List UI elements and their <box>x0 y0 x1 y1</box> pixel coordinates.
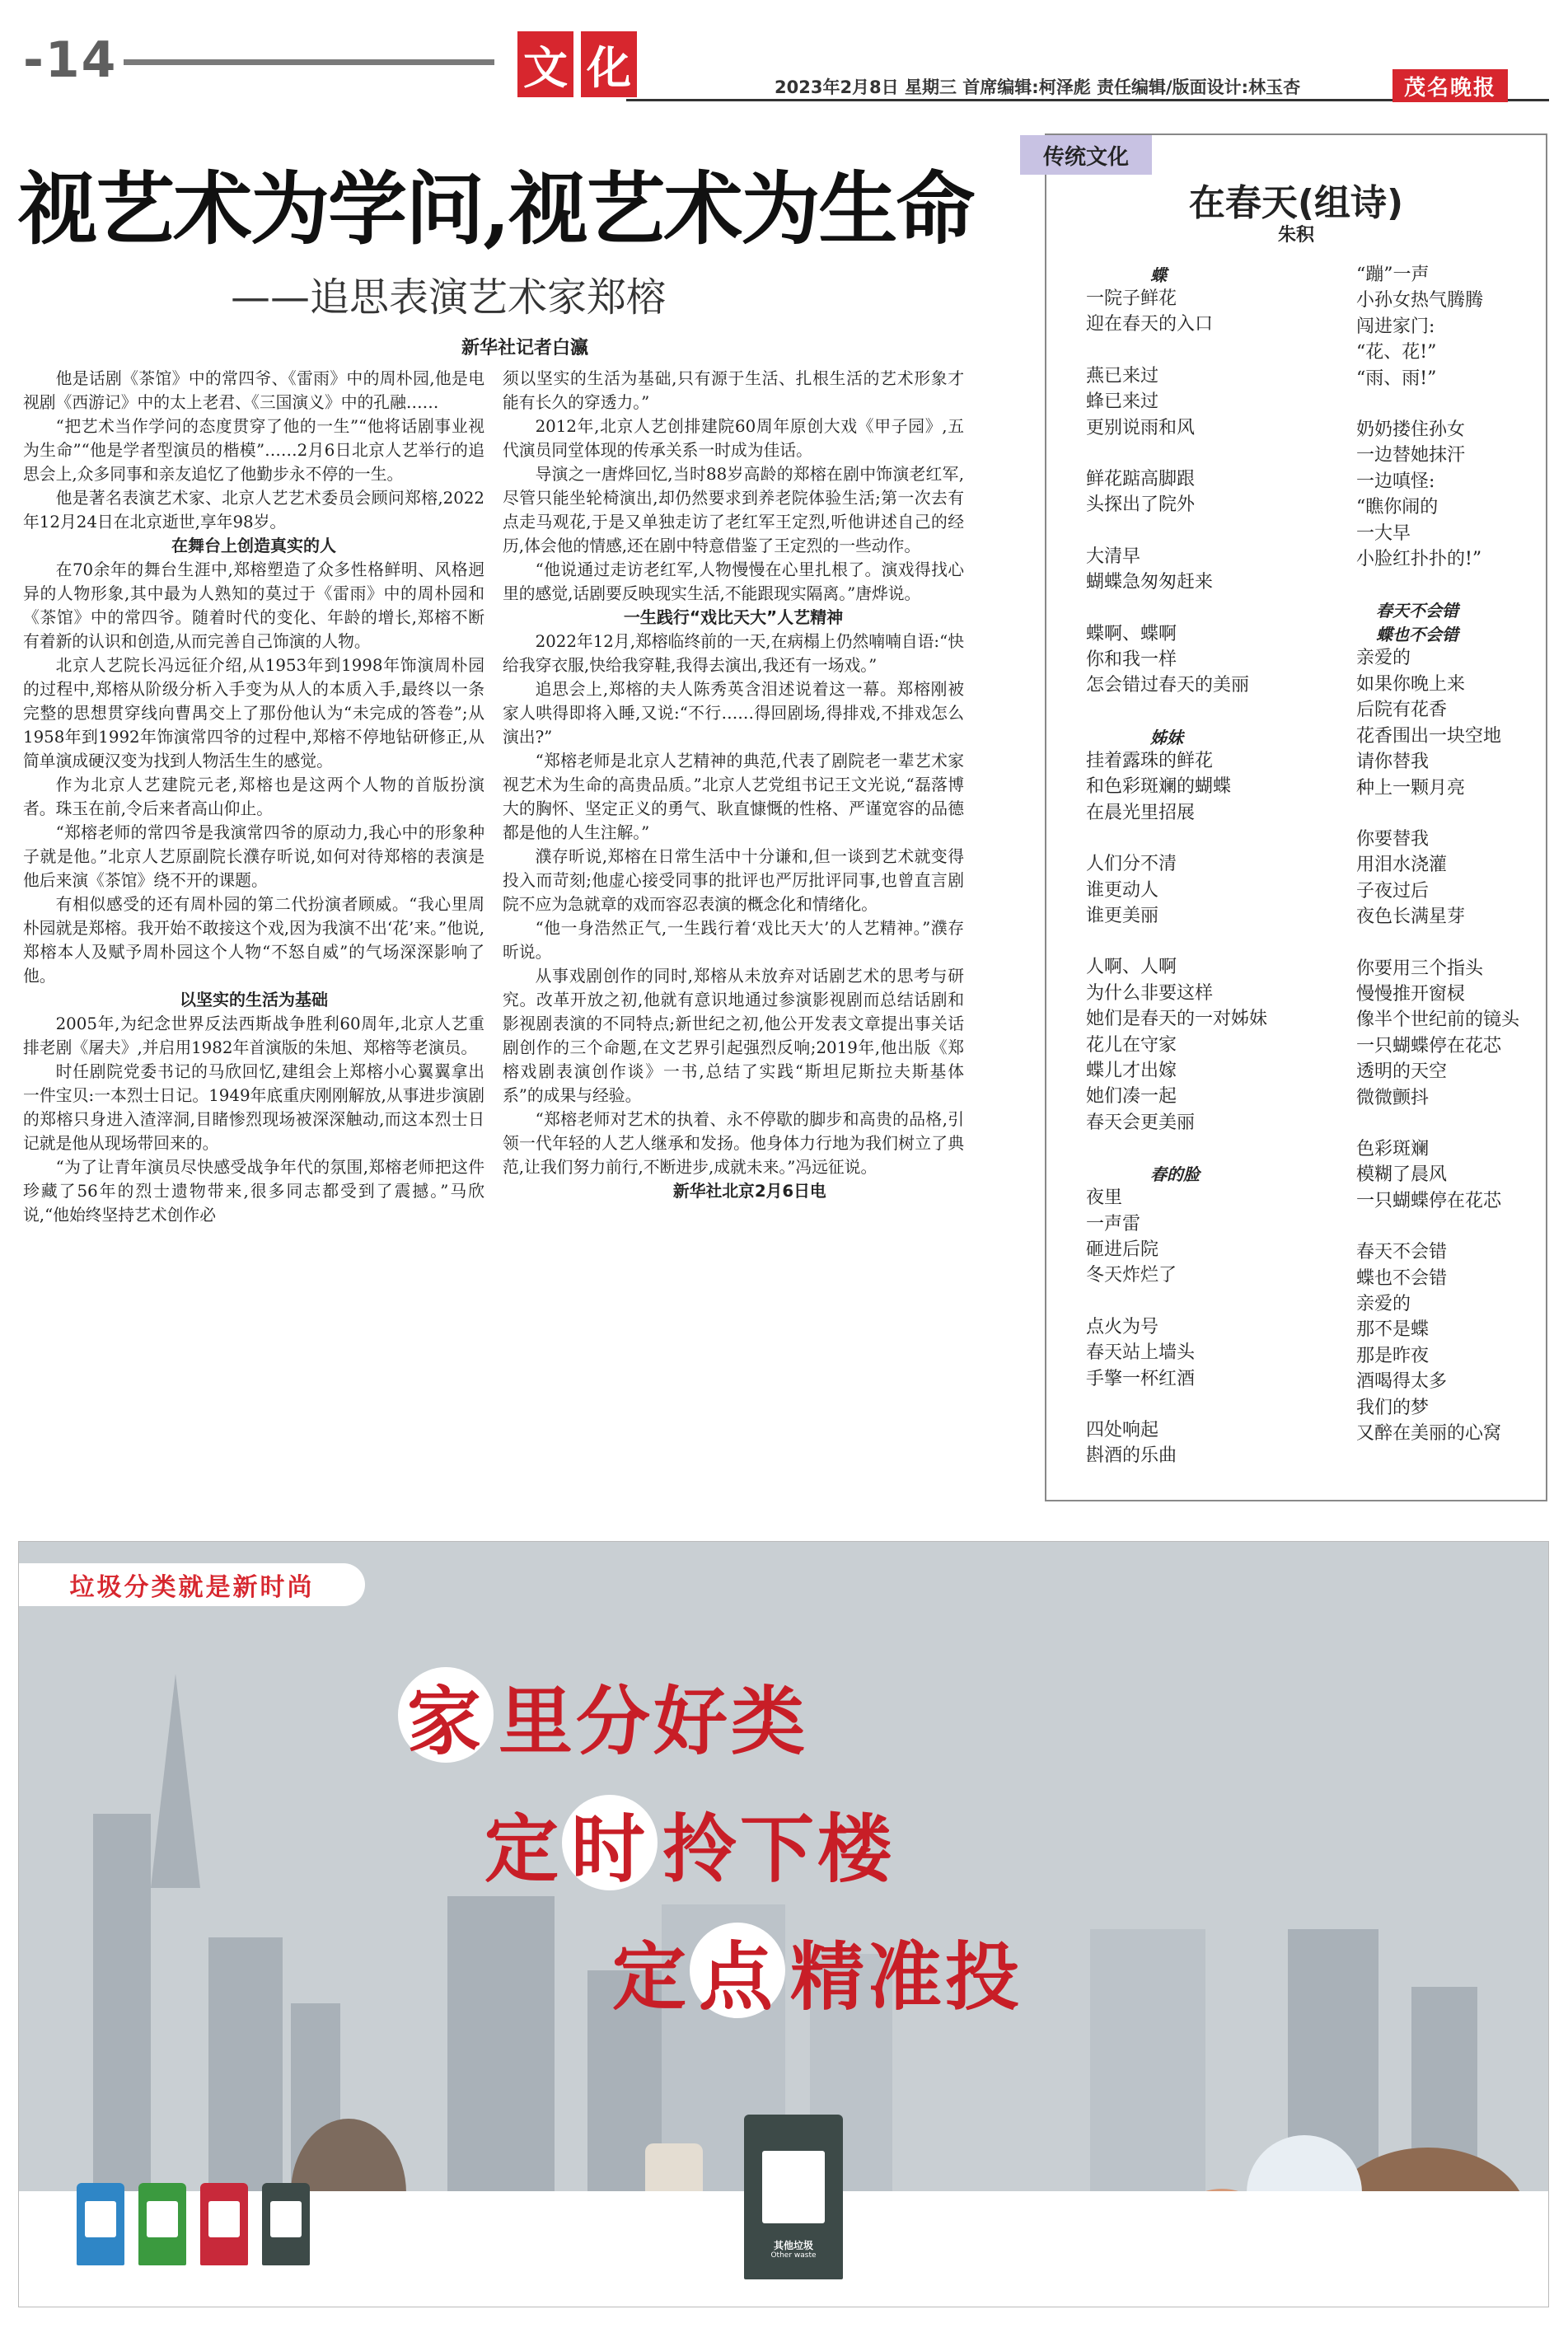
waste-bin-icon <box>200 2183 248 2265</box>
poem-stanza <box>1356 597 1554 800</box>
poem-line: 蝶也不会错 <box>1356 1267 1448 1289</box>
poem-stanza <box>1086 262 1333 338</box>
poem-stanza <box>1086 1161 1333 1289</box>
poem-line: 色彩斑斓 <box>1356 1138 1430 1159</box>
poem-line: 怎会错过春天的美丽 <box>1086 675 1250 696</box>
section-heading: 在舞台上创造真实的人 <box>171 536 336 555</box>
poem-line: 慢慢推开窗棂 <box>1356 983 1466 1005</box>
slogan-text: 精准投 <box>790 1934 1023 2021</box>
paragraph: 濮存昕说,郑榕在日常生活中十分谦和,但一谈到艺术就变得投入而苛刻;他虚心接受同事的批评也严厉批评同事,也曾直言剧院不应为急就章的戏而容忍表演的概念化和情绪化。 <box>503 847 964 914</box>
poem-line: 夜里 <box>1086 1187 1123 1209</box>
paragraph: 北京人艺院长冯远征介绍,从1953年到1998年饰演周朴园的过程中,郑榕从阶级分析入手变为从人的本质入手,最终以一条完整的思想贯穿线向曹禺交上了那份他认为“未完成的答卷”;从1958年到1992年饰演常四爷的过程中,郑榕不停地钻研修正,从简单演成硬汉变为找到人物活生生的感觉。 <box>23 656 484 771</box>
poem-stanza <box>1356 262 1554 391</box>
paragraph: 从事戏剧创作的同时,郑榕从未放弃对话剧艺术的思考与研究。改革开放之初,他就有意识地通过参演影视剧而总结话剧和影视剧表演的不同特点;新世纪之初,他公开发表文章提出事关话剧创作的三个命题,在文艺界引起强烈反响;2019年,他出版《郑榕戏剧表演创作谈》一书,总结了实践“斯坦尼斯拉夫斯基体系”的成果与经验。 <box>503 967 964 1105</box>
poem-stanza <box>1086 851 1333 929</box>
poem-line: 她们是春天的一对姊妹 <box>1086 1009 1268 1030</box>
poem-stanza <box>1356 1136 1554 1214</box>
bin-symbol-icon <box>270 2201 301 2237</box>
poem-line: 你要用三个指头 <box>1356 958 1484 979</box>
paragraph: 他是话剧《茶馆》中的常四爷、《雷雨》中的周朴园,他是电视剧《西游记》中的太上老君、《三国演义》中的孔融…… <box>23 369 484 412</box>
poem-line: 头探出了院外 <box>1086 494 1196 516</box>
poem-line: 亲爱的 <box>1356 1294 1411 1314</box>
poem-line: 夜色长满星芽 <box>1356 906 1466 928</box>
poem-column-1 <box>1086 262 1333 1495</box>
poem-stanza <box>1356 417 1554 572</box>
garbage-sorting-ad <box>18 1541 1549 2307</box>
poem-line: 春天站上墙头 <box>1086 1342 1196 1364</box>
poem-line: 我们的梦 <box>1356 1397 1430 1418</box>
poem-line: 春天会更美丽 <box>1086 1112 1196 1133</box>
poem-line: 后院有花香 <box>1356 700 1448 721</box>
poem-line: 那是昨夜 <box>1356 1345 1430 1366</box>
poem-line: 用泪水浇灌 <box>1356 855 1448 876</box>
bin-symbol-icon <box>208 2201 239 2237</box>
poem-line: “瞧你闹的 <box>1356 497 1439 518</box>
poem-line: 子夜过后 <box>1356 880 1430 902</box>
waste-bin-icon <box>77 2183 124 2265</box>
poem-section-tag: 传统文化 <box>1020 135 1152 175</box>
paragraph: “郑榕老师的常四爷是我演常四爷的原动力,我心中的形象种子就是他。”北京人艺原副院长濮存昕说,如何对待郑榕的表演是他后来演《茶馆》绕不开的课题。 <box>23 823 484 890</box>
poem-line: 斟酒的乐曲 <box>1086 1445 1177 1467</box>
slogan-ring-char: 家 <box>398 1667 494 1763</box>
slogan-line-1 <box>398 1661 808 1768</box>
poem-line: 鲜花踮高脚跟 <box>1086 469 1196 490</box>
paragraph: 须以坚实的生活为基础,只有源于生活、扎根生活的艺术形象才能有长久的穿透力。” <box>503 369 964 412</box>
slogan-text: 拎下楼 <box>662 1806 895 1893</box>
poem-line: 微微颤抖 <box>1356 1087 1430 1108</box>
paragraph: “他一身浩然正气,一生践行着‘戏比天大’的人艺精神。”濮存昕说。 <box>503 919 964 962</box>
poem-title: 在春天(组诗) <box>1188 182 1404 224</box>
poem-line: 一只蝴蝶停在花芯 <box>1356 1190 1502 1211</box>
subheadline: ——追思表演艺术家郑榕 <box>231 274 667 321</box>
poem-line: 为什么非要这样 <box>1086 982 1214 1004</box>
other-waste-bin-icon <box>744 2115 843 2279</box>
poem-line: 奶奶搂住孙女 <box>1356 419 1466 441</box>
poem-line: 一院子鲜花 <box>1086 288 1177 309</box>
poem-line: 在晨光里招展 <box>1086 802 1196 823</box>
poem-line: 小孙女热气腾腾 <box>1356 290 1484 311</box>
slogan-lead-char: 定 <box>484 1806 562 1893</box>
recycle-symbol-icon <box>762 2151 826 2223</box>
ad-banner: 垃圾分类就是新时尚 <box>19 1563 365 1606</box>
section-heading: 一生践行“戏比天大”人艺精神 <box>623 607 844 627</box>
poem-line: 又醉在美丽的心窝 <box>1356 1423 1502 1445</box>
poem-line: 请你替我 <box>1356 752 1430 773</box>
paragraph: 他是著名表演艺术家、北京人艺艺术委员会顾问郑榕,2022年12月24日在北京逝世,享年98岁。 <box>23 489 484 532</box>
poem-subtitle: 春的脸 <box>1150 1164 1200 1185</box>
poem-line: 迎在春天的入口 <box>1086 314 1214 335</box>
poem-line: 谁更美丽 <box>1086 905 1159 926</box>
poem-stanza <box>1086 1314 1333 1392</box>
paragraph: 2022年12月,郑榕临终前的一天,在病榻上仍然喃喃自语:“快给我穿衣服,快给我穿鞋,我得去演出,我还有一场戏。” <box>503 632 964 675</box>
poem-stanza <box>1356 827 1554 930</box>
paragraph: “他说通过走访老红军,人物慢慢在心里扎根了。演戏得找心里的感觉,话剧要反映现实生活,不能跟现实隔离。”唐烨说。 <box>503 560 964 603</box>
poem-line: 她们凑一起 <box>1086 1086 1177 1108</box>
article-dateline: 新华社北京2月6日电 <box>672 1182 826 1201</box>
paragraph: 作为北京人艺建院元老,郑榕也是这两个人物的首版扮演者。珠玉在前,令后来者高山仰止。 <box>23 775 484 818</box>
poem-line: 手擎一杯红酒 <box>1086 1368 1196 1389</box>
poem-line: 花儿在守家 <box>1086 1034 1177 1056</box>
paragraph: “把艺术当作学问的态度贯穿了他的一生”“他将话剧事业视为生命”“他是学者型演员的楷模”……2月6日北京人艺举行的追思会上,众多同事和亲友追忆了他勤步永不停的一生。 <box>23 417 484 484</box>
poem-stanza <box>1086 724 1333 826</box>
poem-line: 冬天炸烂了 <box>1086 1265 1177 1286</box>
poem-line: 蜂已来过 <box>1086 391 1159 413</box>
bin-symbol-icon <box>85 2201 115 2237</box>
masthead-logo: 茂名晚报 <box>1392 69 1508 102</box>
poem-line: 如果你晚上来 <box>1356 673 1466 695</box>
poem-line: 闯进家门: <box>1356 316 1435 337</box>
slogan-ring-char: 点 <box>690 1923 785 2018</box>
section-tag-1: 文 <box>517 31 573 97</box>
poem-line: 一边替她抹汗 <box>1356 445 1466 466</box>
paragraph: 时任剧院党委书记的马欣回忆,建组会上郑榕小心翼翼拿出一件宝贝:一本烈士日记。1949年底重庆刚刚解放,从事进步演剧的郑榕只身进入渣滓洞,目睹惨烈现场被深深触动,而这本烈士日记就是他从现场带回来的。 <box>23 1062 485 1153</box>
poem-line: 挂着露珠的鲜花 <box>1086 750 1214 771</box>
slogan-line-3 <box>612 1917 1023 2024</box>
poem-line: 亲爱的 <box>1356 648 1411 669</box>
poem-line: 酒喝得太多 <box>1356 1371 1448 1393</box>
poem-line: 点火为号 <box>1086 1316 1159 1337</box>
bin-label-en: Other waste <box>770 2251 817 2260</box>
poem-line: 一只蝴蝶停在花芯 <box>1356 1035 1502 1056</box>
article-column-1 <box>23 367 484 1227</box>
slogan-lead-char: 定 <box>612 1934 690 2021</box>
poem-line: 砸进后院 <box>1086 1239 1159 1260</box>
poem-stanza <box>1086 954 1333 1136</box>
poem-stanza <box>1086 544 1333 596</box>
paragraph: 追思会上,郑榕的夫人陈秀英含泪述说着这一幕。郑榕刚被家人哄得即将入睡,又说:“不行……得回剧场,得排戏,不排戏怎么演出?” <box>503 680 964 747</box>
poem-line: 一声雷 <box>1086 1213 1141 1234</box>
poem-line: 更别说雨和风 <box>1086 417 1196 438</box>
poem-line: “花、花!” <box>1356 342 1437 363</box>
paragraph: 2012年,北京人艺创排建院60周年原创大戏《甲子园》,五代演员同堂体现的传承关系一时成为佳话。 <box>503 417 964 460</box>
poem-line: 模糊了晨风 <box>1356 1164 1448 1186</box>
poem-line: 人啊、人啊 <box>1086 957 1177 978</box>
section-tag-2: 化 <box>581 31 637 97</box>
paragraph: 2005年,为纪念世界反法西斯战争胜利60周年,北京人艺重排老剧《屠夫》,并启用1982年首演版的朱旭、郑榕等老演员。 <box>23 1014 484 1057</box>
paragraph: 有相似感受的还有周朴园的第二代扮演者顾威。“我心里周朴园就是郑榕。我开始不敢接这个戏,因为我演不出‘花’来。”他说,郑榕本人及赋予周朴园这个人物“不怒自威”的气场深深影响了他。 <box>23 895 484 986</box>
poem-line: 那不是蝶 <box>1356 1319 1430 1341</box>
poem-subtitle: 蝶 <box>1150 265 1167 285</box>
slogan-ring-char: 时 <box>562 1795 658 1890</box>
poem-author: 朱积 <box>1277 225 1314 246</box>
poem-line: 透明的天空 <box>1356 1061 1448 1083</box>
dateline: 2023年2月8日 星期三 首席编辑:柯泽彪 责任编辑/版面设计:林玉杏 <box>775 77 1301 97</box>
poem-line: “蹦”一声 <box>1356 265 1430 285</box>
poem-line: 你要替我 <box>1356 828 1430 850</box>
bin-symbol-icon <box>147 2201 177 2237</box>
poem-stanza <box>1086 1417 1333 1469</box>
headline: 视艺术为学问,视艺术为生命 <box>18 162 974 255</box>
poem-line: 大清早 <box>1086 546 1141 567</box>
poem-line: 蝶儿才出嫁 <box>1086 1060 1177 1081</box>
poem-stanza <box>1356 956 1554 1111</box>
poem-line: 燕已来过 <box>1086 365 1159 386</box>
waste-bin-icon <box>262 2183 310 2265</box>
section-heading: 以坚实的生活为基础 <box>180 990 328 1009</box>
poem-stanza <box>1086 363 1333 441</box>
poem-column-2 <box>1356 262 1554 1472</box>
bin-label: 其他垃圾 <box>773 2240 813 2251</box>
poem-line: 一边嗔怪: <box>1356 471 1435 492</box>
paragraph: “为了让青年演员尽快感受战争年代的氛围,郑榕老师把这件珍藏了56年的烈士遗物带来,很多同志都受到了震撼。”马欣说,“他始终坚持艺术创作必 <box>23 1158 484 1225</box>
poem-line: 春天不会错 <box>1356 1242 1448 1263</box>
poem-line: 花香围出一块空地 <box>1356 725 1502 747</box>
paragraph: “郑榕老师是北京人艺精神的典范,代表了剧院老一辈艺术家视艺术为生命的高贵品质。”北京人艺党组书记王文光说,“磊落博大的胸怀、坚定正义的勇气、耿直慷慨的性格、严谨宽容的品德都是他的人生注解。” <box>503 752 964 842</box>
poem-line: “雨、雨!” <box>1356 368 1437 389</box>
poem-line: 种上一颗月亮 <box>1356 777 1466 799</box>
slogan-line-2 <box>484 1789 895 1896</box>
paragraph: 在70余年的舞台生涯中,郑榕塑造了众多性格鲜明、风格迥异的人物形象,其中最为人熟知的莫过于《雷雨》中的周朴园和《茶馆》中的常四爷。随着时代的变化、年龄的增长,郑榕不断有着新的认识和创造,从而完善自己饰演的人物。 <box>23 560 484 651</box>
byline: 新华社记者白瀛 <box>461 338 589 358</box>
paragraph: 导演之一唐烨回忆,当时88岁高龄的郑榕在剧中饰演老红军,尽管只能坐轮椅演出,却仍然要求到养老院体验生活;第一次去有点走马观花,于是又单独走访了老红军王定烈,听他讲述自己的经历,体会他的情感,还在剧中特意借鉴了王定烈的一些动作。 <box>503 465 964 555</box>
waste-bin-icon <box>138 2183 186 2265</box>
poem-line: 一大早 <box>1356 522 1411 544</box>
poem-subtitle: 蝶也不会错 <box>1376 625 1458 645</box>
poem-subtitle: 春天不会错 <box>1376 601 1458 621</box>
poem-line: 像半个世纪前的镜头 <box>1356 1009 1520 1031</box>
article-column-2 <box>503 367 964 1203</box>
poem-line: 和色彩斑斓的蝴蝶 <box>1086 776 1232 798</box>
poem-line: 蝴蝶急匆匆赶来 <box>1086 572 1214 593</box>
poem-line: 谁更动人 <box>1086 879 1159 901</box>
poem-stanza <box>1086 621 1333 699</box>
poem-line: 四处响起 <box>1086 1420 1159 1440</box>
poem-line: 蝶啊、蝶啊 <box>1086 623 1177 644</box>
header-rule <box>124 59 494 65</box>
paragraph: “郑榕老师对艺术的执着、永不停歇的脚步和高贵的品格,引领一代年轻的人艺人继承和发扬。他身体力行地为我们树立了典范,让我们努力前行,不断进步,成就未来。”冯远征说。 <box>503 1110 964 1177</box>
page-number: -14 <box>23 31 118 89</box>
poem-line: 小脸红扑扑的!” <box>1356 549 1482 570</box>
poem-line: 人们分不清 <box>1086 854 1177 875</box>
poem-line: 你和我一样 <box>1086 649 1177 671</box>
poem-stanza <box>1086 466 1333 518</box>
slogan-text: 里分好类 <box>498 1679 808 1765</box>
poem-stanza <box>1356 1239 1554 1446</box>
poem-subtitle: 姊妹 <box>1150 727 1183 747</box>
